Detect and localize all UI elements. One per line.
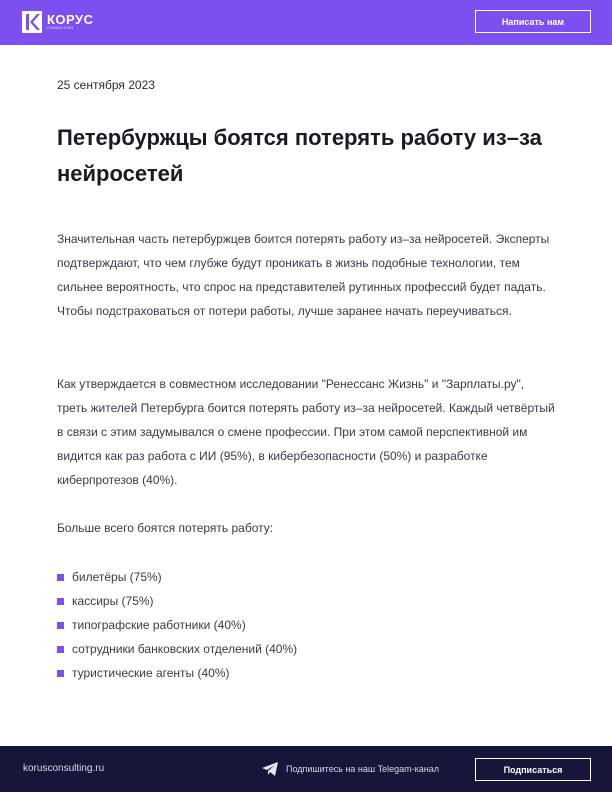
- list-item: [57, 613, 297, 637]
- logo-name: КОРУС: [47, 12, 94, 27]
- bullet-icon: [57, 670, 64, 677]
- list-item-text: туристические агенты (40%): [72, 666, 230, 680]
- write-us-button[interactable]: Написать нам: [475, 10, 591, 33]
- list-item: [57, 661, 297, 685]
- list-item: [57, 565, 297, 589]
- logo-subtitle: CONSULTING: [47, 26, 74, 30]
- bullet-icon: [57, 622, 64, 629]
- bullet-icon: [57, 574, 64, 581]
- article-paragraph-3: Больше всего боятся потерять работу:: [57, 521, 274, 535]
- article-date: 25 сентября 2023: [57, 78, 155, 92]
- telegram-icon[interactable]: [262, 762, 278, 776]
- list-item-text: билетёры (75%): [72, 570, 162, 584]
- list-item: [57, 637, 297, 661]
- korus-logo[interactable]: [22, 11, 94, 33]
- header-bar: [0, 0, 612, 45]
- bullet-icon: [57, 598, 64, 605]
- article-paragraph-1: Значительная часть петербуржцев боится потерять работу из–за нейросетей. Эксперты подтверждают, что чем глубже будут проникать в жизнь подобные технологии, тем сильнее вероятность, что спрос на представителей рутинных профессий будет падать. Чтобы подстраховаться от потери работы, лучше заранее начать переучиваться.: [57, 232, 550, 318]
- telegram-link[interactable]: Подпишитесь на наш Telegam-канал: [286, 764, 439, 774]
- subscribe-button[interactable]: Подписаться: [475, 758, 591, 781]
- logo-text: [47, 13, 94, 31]
- list-item-text: сотрудники банковских отделений (40%): [72, 642, 298, 656]
- article-paragraph-2: Как утверждается в совместном исследовании "Ренессанс Жизнь" и "Зарплаты.ру", треть жителей Петербурга боится потерять работу из–за нейросетей. Каждый четвёртый в связи с этим задумывался о смене профессии. При этом самой перспективной им видится как раз работа с ИИ (95%), в кибербезопасности (50%) и разработке киберпротезов (40%).: [57, 377, 555, 487]
- site-link[interactable]: korusconsulting.ru: [23, 763, 105, 774]
- list-item-text: кассиры (75%): [72, 594, 154, 608]
- article-title: Петербуржцы боятся потерять работу из–за нейросетей: [57, 125, 542, 186]
- bullet-icon: [57, 646, 64, 653]
- profession-list: [57, 565, 297, 685]
- korus-logo-icon: [22, 11, 42, 33]
- list-item: [57, 589, 297, 613]
- list-item-text: типографские работники (40%): [72, 618, 246, 632]
